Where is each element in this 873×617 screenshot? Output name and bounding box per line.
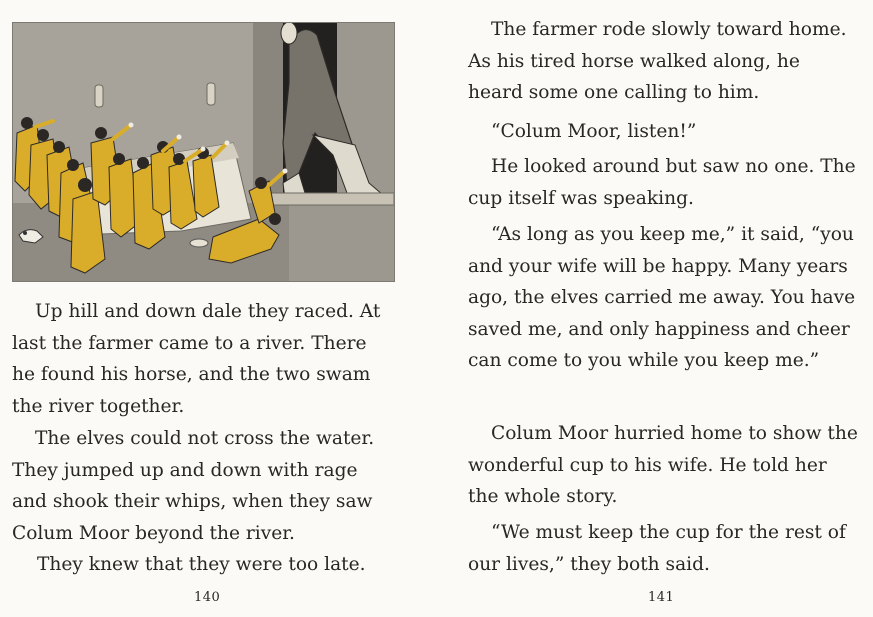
page-number: 141: [648, 590, 675, 605]
page-number: 140: [194, 590, 221, 605]
paragraph: “Colum Moor, listen!”: [491, 121, 697, 142]
paragraph: Up hill and down dale they raced. At last the farmer came to a river. There he found his horse, and the two swam the river together.: [12, 301, 381, 417]
paragraph: They knew that they were too late.: [37, 554, 366, 575]
left-page: [0, 0, 436, 617]
paragraph: The farmer rode slowly toward home. As his tired horse walked along, he heard some one calling to him.: [468, 19, 847, 104]
right-page: [436, 0, 873, 617]
paragraph: He looked around but saw no one. The cup itself was speaking.: [468, 156, 856, 209]
paragraph: “As long as you keep me,” it said, “you and your wife will be happy. Many years ago, the elves carried me away. You have saved me, and only happiness and cheer can come to you while you keep me.”: [468, 224, 856, 372]
paragraph: “We must keep the cup for the rest of our lives,” they both said.: [468, 522, 846, 575]
paragraph: The elves could not cross the water. They jumped up and down with rage and shook their whips, when they saw Colum Moor beyond the river.: [12, 428, 375, 544]
paragraph: Colum Moor hurried home to show the wonderful cup to his wife. He told her the whole story.: [468, 423, 858, 508]
story-illustration: [12, 22, 395, 282]
elves-and-farmer-illustration: [13, 23, 394, 281]
